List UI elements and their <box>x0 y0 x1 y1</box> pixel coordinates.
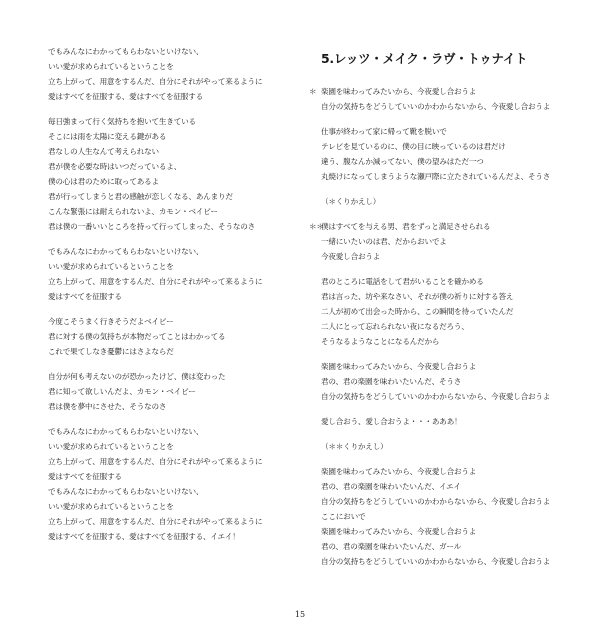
lyric-text: 楽園を味わってみたいから、今夜愛し合おうよ <box>321 467 477 476</box>
refrain-marker: ＊＊ <box>309 222 324 231</box>
lyric-line <box>309 374 550 389</box>
lyric-line: 毎日強まって行く気持ちを抱いて生きている <box>48 117 196 126</box>
lyric-line: でもみんなにわかってもらわないといけない、 <box>48 247 204 256</box>
lyric-line: 君に対する僕の気持ちが本物だってことはわかってる <box>48 332 226 341</box>
lyric-line: 君が行ってしまうと君の感触が恋しくなる、あんまりだ <box>48 192 233 201</box>
lyric-line: 愛はすべてを征服する、愛はすべてを征服する、イエイ！ <box>48 532 240 541</box>
refrain-marker: ＊ <box>309 87 317 96</box>
lyric-line <box>309 234 550 249</box>
lyric-line <box>309 249 550 264</box>
lyric-text: 仕事が終わって家に帰って靴を脱いで <box>321 127 447 136</box>
lyric-line <box>309 439 550 454</box>
lyric-line <box>309 554 550 569</box>
lyric-line <box>309 219 550 234</box>
lyric-text: （＊＊くりかえし） <box>321 442 388 451</box>
lyric-line <box>309 274 550 289</box>
lyric-text: 丸焼けになってしまうような瀬戸際に立たされているんだよ、そうさ <box>321 172 551 181</box>
lyric-line <box>309 99 550 114</box>
lyric-line <box>309 154 550 169</box>
lyric-text: 楽園を味わってみたいから、今夜愛し合おうよ <box>321 87 477 96</box>
lyric-line <box>309 84 550 99</box>
lyric-line: いい愛が求められているということを <box>48 442 174 451</box>
lyric-line: いい愛が求められているということを <box>48 502 174 511</box>
lyric-text: 君の、君の楽園を味わいたいんだ、そうさ <box>321 377 462 386</box>
lyric-line <box>309 359 550 374</box>
lyric-line: 僕の心は君のために取ってあるよ <box>48 177 159 186</box>
lyric-text: 楽園を味わってみたいから、今夜愛し合おうよ <box>321 362 477 371</box>
lyric-text: 今夜愛し合おうよ <box>321 252 381 261</box>
lyric-text: 自分の気持ちをどうしていいのかわからないから、今夜愛し合おうよ <box>321 102 551 111</box>
lyric-line: 今度こそうまく行きそうだよベイビー <box>48 317 174 326</box>
lyric-text: 自分の気持ちをどうしていいのかわからないから、今夜愛し合おうよ <box>321 497 551 506</box>
lyric-text: ここにおいで <box>321 512 366 521</box>
lyric-line: こんな緊張には耐えられないよ、カモン・ベイビー <box>48 207 218 216</box>
lyric-line: 立ち上がって、用意をするんだ、自分にそれがやって来るように <box>48 277 263 286</box>
page-number: 15 <box>294 610 306 619</box>
lyric-text: 二人にとって忘れられない夜になるだろう、 <box>321 322 469 331</box>
lyric-line: でもみんなにわかってもらわないといけない、 <box>48 487 204 496</box>
lyric-line: 君は僕を夢中にさせた、そうなのさ <box>48 402 167 411</box>
lyric-text: 君の、君の楽園を味わいたいんだ、ガール <box>321 542 462 551</box>
lyric-line: 君に知って欲しいんだよ、カモン・ベイビー <box>48 387 196 396</box>
lyric-line <box>309 319 550 334</box>
lyric-text: 二人が初めて出会った時から、この瞬間を待っていたんだ <box>321 307 514 316</box>
lyric-line <box>309 539 550 554</box>
lyric-line <box>309 334 550 349</box>
lyric-line: 立ち上がって、用意をするんだ、自分にそれがやって来るように <box>48 517 263 526</box>
lyric-line <box>309 169 550 184</box>
lyric-line <box>309 304 550 319</box>
lyric-line: でもみんなにわかってもらわないといけない、 <box>48 427 204 436</box>
lyric-line: 愛はすべてを征服する <box>48 472 122 481</box>
lyric-text: 君のところに電話をして君がいることを確かめる <box>321 277 484 286</box>
song-title: 5.レッツ・メイク・ラヴ・トゥナイト <box>321 51 528 66</box>
lyric-line <box>309 509 550 524</box>
lyric-text: 楽園を味わってみたいから、今夜愛し合おうよ <box>321 527 477 536</box>
lyric-line: 愛はすべてを征服する、愛はすべてを征服する <box>48 92 203 101</box>
lyric-line: 自分が何も考えないのが恐かったけど、僕は変わった <box>48 372 226 381</box>
lyric-line: 君が僕を必要な時はいつだっているよ、 <box>48 162 182 171</box>
lyric-text: 愛し合おう、愛し合おうよ・・・あああ！ <box>321 417 462 426</box>
lyric-line: これで果てしなき憂鬱にはさよならだ <box>48 347 174 356</box>
lyric-line <box>309 494 550 509</box>
lyric-line: いい愛が求められているということを <box>48 62 174 71</box>
lyric-text: 違う、腹なんか減ってない、僕の望みはただ一つ <box>321 157 484 166</box>
lyric-text: 一緒にいたいのは君、だからおいでよ <box>321 237 447 246</box>
lyric-line <box>309 139 550 154</box>
lyric-line <box>309 524 550 539</box>
lyric-line: 立ち上がって、用意をするんだ、自分にそれがやって来るように <box>48 457 263 466</box>
lyric-line: 君なしの人生なんて考えられない <box>48 147 159 156</box>
lyric-line: そこには雨を太陽に変える鍵がある <box>48 132 167 141</box>
lyric-line <box>309 464 550 479</box>
lyric-line: 君は僕の一番いいところを持って行ってしまった、そうなのさ <box>48 222 256 231</box>
lyric-text: 君の、君の楽園を味わいたいんだ、イエイ <box>321 482 461 491</box>
lyrics-right-column <box>309 84 550 569</box>
lyric-line <box>309 289 550 304</box>
lyric-text: 僕はすべてを与える男、君をずっと満足させられる <box>321 222 491 231</box>
lyric-text: テレビを見ているのに、僕の目に映っているのは君だけ <box>321 142 506 151</box>
lyric-line: 立ち上がって、用意をするんだ、自分にそれがやって来るように <box>48 77 263 86</box>
lyric-text: 自分の気持ちをどうしていいのかわからないから、今夜愛し合おうよ <box>321 557 551 566</box>
lyric-line: 愛はすべてを征服する <box>48 292 122 301</box>
lyric-text: 自分の気持ちをどうしていいのかわからないから、今夜愛し合おうよ <box>321 392 551 401</box>
lyric-line: いい愛が求められているということを <box>48 262 174 271</box>
lyric-line <box>309 389 550 404</box>
lyric-line <box>309 124 550 139</box>
lyric-text: そうなるようなことになるんだから <box>321 337 440 346</box>
lyric-line <box>309 194 550 209</box>
lyric-line <box>309 414 550 429</box>
lyric-line: でもみんなにわかってもらわないといけない、 <box>48 47 204 56</box>
lyrics-left-column <box>48 44 262 544</box>
lyric-text: （＊くりかえし） <box>321 197 381 206</box>
lyric-text: 君は言った、坊や来なさい、それが僕の祈りに対する答え <box>321 292 514 301</box>
lyric-line <box>309 479 550 494</box>
